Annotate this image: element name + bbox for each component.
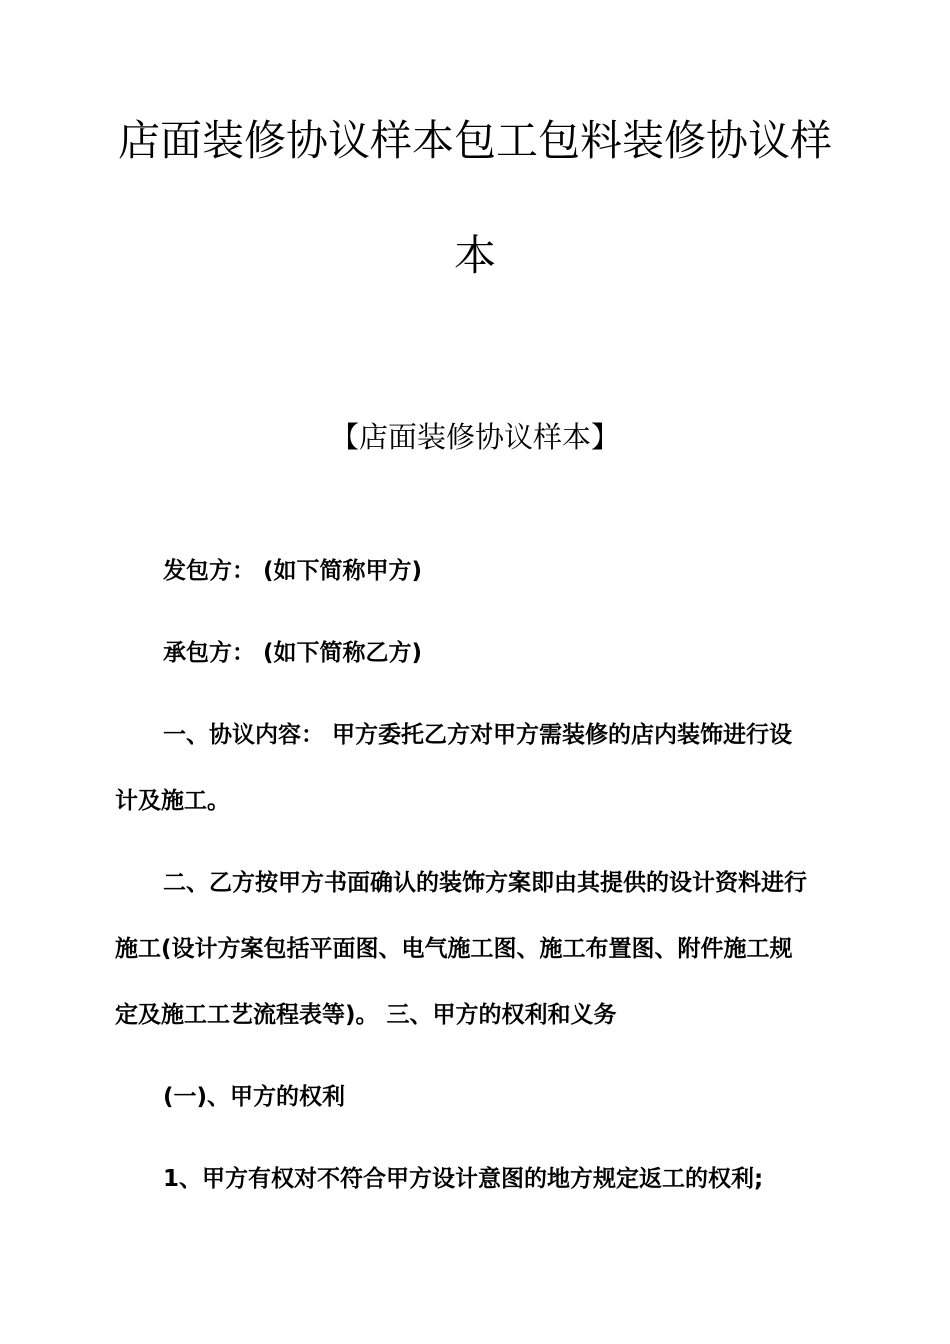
clause-2-line-1: 二、乙方按甲方书面确认的装饰方案即由其提供的设计资料进行: [163, 870, 807, 896]
document-title-line-1: 店面装修协议样本包工包料装修协议样: [117, 116, 832, 165]
clause-1-line-1: 一、协议内容： 甲方委托乙方对甲方需装修的店内装饰进行设: [163, 722, 793, 748]
party-b-line: 承包方： (如下简称乙方): [163, 640, 423, 666]
party-a-line: 发包方： (如下简称甲方): [163, 558, 423, 584]
section-heading: (一)、甲方的权利: [163, 1084, 346, 1110]
item-1-line: 1、甲方有权对不符合甲方设计意图的地方规定返工的权利;: [163, 1166, 764, 1192]
clause-2-line-2: 施工(设计方案包括平面图、电气施工图、施工布置图、附件施工规: [115, 936, 793, 962]
document-title-line-2: 本: [453, 231, 496, 280]
document-subtitle: 【店面装修协议样本】: [329, 420, 620, 454]
clause-2-line-3: 定及施工工艺流程表等)。 三、甲方的权利和义务: [115, 1002, 617, 1028]
clause-1-line-2: 计及施工。: [115, 788, 230, 814]
